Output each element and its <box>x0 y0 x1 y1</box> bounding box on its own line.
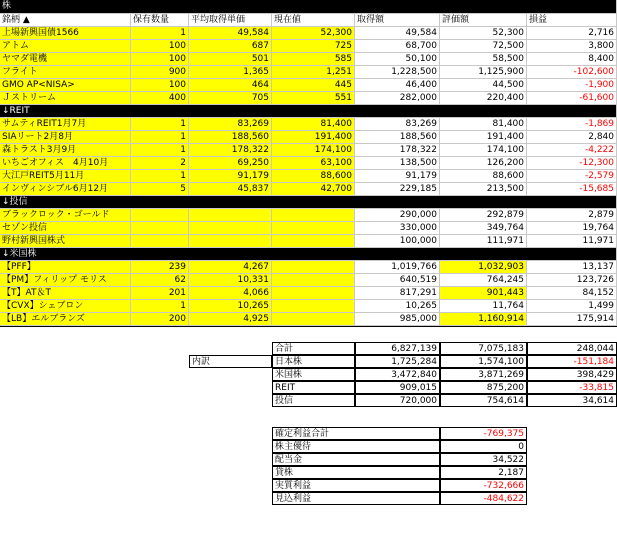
table-cell[interactable]: 1,125,900 <box>440 66 527 79</box>
table-cell[interactable]: -12,300 <box>527 157 617 170</box>
table-row <box>0 300 617 313</box>
stock-name[interactable]: インヴィンシブル6月12月 <box>0 183 131 196</box>
table-cell[interactable]: 174,100 <box>272 144 355 157</box>
table-cell[interactable]: 1,019,766 <box>355 261 440 274</box>
table-cell[interactable]: 1,160,914 <box>440 313 527 326</box>
table-cell[interactable]: 10,265 <box>355 300 440 313</box>
section-header[interactable]: ↓REIT <box>0 105 617 118</box>
table-cell[interactable] <box>272 300 355 313</box>
profit-value[interactable]: 0 <box>440 440 527 453</box>
profit-row <box>0 440 617 453</box>
stock-name[interactable]: 上場新興国債1566 <box>0 27 131 40</box>
summary-value[interactable]: 3,472,840 <box>355 368 440 381</box>
table-cell[interactable]: 10,331 <box>189 274 272 287</box>
table-cell[interactable]: 45,837 <box>189 183 272 196</box>
table-cell[interactable]: 175,914 <box>527 313 617 326</box>
table-cell[interactable]: 174,100 <box>440 144 527 157</box>
table-cell[interactable]: 2 <box>131 157 189 170</box>
table-cell[interactable]: 1,228,500 <box>355 66 440 79</box>
column-header[interactable]: 損益 <box>527 14 617 27</box>
table-cell[interactable]: -15,685 <box>527 183 617 196</box>
table-cell[interactable] <box>189 235 272 248</box>
table-cell[interactable]: -61,600 <box>527 92 617 105</box>
table-row <box>0 79 617 92</box>
table-row <box>0 27 617 40</box>
table-cell[interactable]: 705 <box>189 92 272 105</box>
summary-value[interactable]: 248,044 <box>527 342 617 355</box>
stock-name[interactable]: Ｊストリーム <box>0 92 131 105</box>
table-cell[interactable]: 764,245 <box>440 274 527 287</box>
table-cell[interactable]: 1 <box>131 118 189 131</box>
table-cell[interactable]: 282,000 <box>355 92 440 105</box>
stock-name[interactable]: 【PM】フィリップ モリス <box>0 274 131 287</box>
stock-name[interactable]: セゾン投信 <box>0 222 131 235</box>
table-cell[interactable]: 123,726 <box>527 274 617 287</box>
table-cell[interactable]: 81,400 <box>440 118 527 131</box>
column-header[interactable]: 取得額 <box>355 14 440 27</box>
table-cell[interactable]: 10,265 <box>189 300 272 313</box>
table-cell[interactable]: 2,716 <box>527 27 617 40</box>
table-cell[interactable]: 100,000 <box>355 235 440 248</box>
table-cell[interactable]: 58,500 <box>440 53 527 66</box>
table-cell[interactable]: 1 <box>131 300 189 313</box>
summary-label[interactable]: 投信 <box>272 394 355 407</box>
table-cell[interactable]: 100 <box>131 53 189 66</box>
table-cell[interactable]: 239 <box>131 261 189 274</box>
table-cell[interactable]: 91,179 <box>189 170 272 183</box>
table-cell[interactable]: 8,400 <box>527 53 617 66</box>
table-cell[interactable]: 63,100 <box>272 157 355 170</box>
table-row <box>0 170 617 183</box>
table-cell[interactable] <box>272 287 355 300</box>
table-row <box>0 183 617 196</box>
table-cell[interactable]: 49,584 <box>355 27 440 40</box>
table-cell[interactable]: 88,600 <box>272 170 355 183</box>
table-cell[interactable] <box>272 313 355 326</box>
table-cell[interactable]: 213,500 <box>440 183 527 196</box>
table-cell[interactable]: 4,925 <box>189 313 272 326</box>
stock-name[interactable]: 【LB】エルブランズ <box>0 313 131 326</box>
table-row <box>0 40 617 53</box>
summary-value[interactable]: -151,184 <box>527 355 617 368</box>
table-cell[interactable]: 1,365 <box>189 66 272 79</box>
table-cell[interactable]: 126,200 <box>440 157 527 170</box>
table-cell[interactable]: 100 <box>131 79 189 92</box>
table-row <box>0 118 617 131</box>
summary-label[interactable]: REIT <box>272 381 355 394</box>
table-cell[interactable]: 4,267 <box>189 261 272 274</box>
table-cell[interactable]: 84,152 <box>527 287 617 300</box>
table-cell[interactable]: 1 <box>131 131 189 144</box>
table-row <box>0 66 617 79</box>
table-cell[interactable]: 50,100 <box>355 53 440 66</box>
stock-name[interactable]: ヤマダ電機 <box>0 53 131 66</box>
table-row <box>0 144 617 157</box>
summary-row <box>0 381 617 394</box>
table-cell[interactable]: 585 <box>272 53 355 66</box>
table-cell[interactable]: 5 <box>131 183 189 196</box>
table-row <box>0 235 617 248</box>
stock-name[interactable]: 森トラスト3月9月 <box>0 144 131 157</box>
table-row <box>0 274 617 287</box>
table-cell[interactable]: 4,066 <box>189 287 272 300</box>
table-cell[interactable] <box>189 209 272 222</box>
summary-label[interactable]: 米国株 <box>272 368 355 381</box>
stock-name[interactable]: 野村新興国株式 <box>0 235 131 248</box>
table-cell[interactable]: 349,764 <box>440 222 527 235</box>
table-cell[interactable]: 901,443 <box>440 287 527 300</box>
summary-value[interactable]: 909,015 <box>355 381 440 394</box>
table-cell[interactable]: 49,584 <box>189 27 272 40</box>
table-cell[interactable]: 191,400 <box>272 131 355 144</box>
table-cell[interactable]: 1,499 <box>527 300 617 313</box>
profit-row <box>0 466 617 479</box>
summary-row <box>0 394 617 407</box>
table-cell[interactable]: 62 <box>131 274 189 287</box>
table-cell[interactable]: 52,300 <box>440 27 527 40</box>
section-header-row <box>0 248 617 261</box>
table-cell[interactable]: 1 <box>131 144 189 157</box>
table-cell[interactable]: 19,764 <box>527 222 617 235</box>
table-row <box>0 287 617 300</box>
section-header-row <box>0 196 617 209</box>
summary-total-row <box>0 342 617 355</box>
table-cell[interactable]: 69,250 <box>189 157 272 170</box>
profit-label[interactable]: 貸株 <box>272 466 440 479</box>
table-cell[interactable]: 985,000 <box>355 313 440 326</box>
table-cell[interactable] <box>131 222 189 235</box>
table-cell[interactable]: 1,251 <box>272 66 355 79</box>
column-header[interactable]: 平均取得単価 <box>189 14 272 27</box>
table-cell[interactable]: 91,179 <box>355 170 440 183</box>
stock-name[interactable]: 大江戸REIT5月11月 <box>0 170 131 183</box>
table-cell[interactable] <box>272 261 355 274</box>
table-cell[interactable] <box>189 222 272 235</box>
table-cell[interactable]: 201 <box>131 287 189 300</box>
summary-value[interactable]: 34,614 <box>527 394 617 407</box>
table-cell[interactable]: 100 <box>131 40 189 53</box>
summary-value[interactable]: 754,614 <box>440 394 527 407</box>
table-cell[interactable]: 445 <box>272 79 355 92</box>
table-cell[interactable]: -4,222 <box>527 144 617 157</box>
stock-name[interactable]: アトム <box>0 40 131 53</box>
table-cell[interactable]: 501 <box>189 53 272 66</box>
table-cell[interactable]: 138,500 <box>355 157 440 170</box>
profit-row <box>0 492 617 505</box>
table-cell[interactable]: 3,800 <box>527 40 617 53</box>
table-cell[interactable] <box>272 209 355 222</box>
section-header-row <box>0 105 617 118</box>
profit-row <box>0 453 617 466</box>
sheet-title[interactable]: 株 <box>0 0 617 14</box>
summary-label[interactable]: 日本株 <box>272 355 355 368</box>
table-cell[interactable]: 178,322 <box>355 144 440 157</box>
table-row <box>0 131 617 144</box>
summary-value[interactable]: 3,871,269 <box>440 368 527 381</box>
summary-value[interactable]: 1,574,100 <box>440 355 527 368</box>
table-cell[interactable]: 640,519 <box>355 274 440 287</box>
profit-label[interactable]: 配当金 <box>272 453 440 466</box>
table-row <box>0 313 617 326</box>
stock-name[interactable]: SIAリート2月8月 <box>0 131 131 144</box>
table-cell[interactable]: -1,900 <box>527 79 617 92</box>
table-cell[interactable]: 13,137 <box>527 261 617 274</box>
profit-value[interactable]: 2,187 <box>440 466 527 479</box>
table-row <box>0 92 617 105</box>
table-cell[interactable]: 330,000 <box>355 222 440 235</box>
summary-value[interactable]: 6,827,139 <box>355 342 440 355</box>
table-row <box>0 261 617 274</box>
column-header[interactable]: 現在値 <box>272 14 355 27</box>
column-header[interactable]: 保有数量 <box>131 14 189 27</box>
sheet-title-row <box>0 0 617 14</box>
profit-value[interactable]: -769,375 <box>440 427 527 440</box>
table-cell[interactable]: 220,400 <box>440 92 527 105</box>
table-cell[interactable]: 1 <box>131 27 189 40</box>
table-cell[interactable]: 42,700 <box>272 183 355 196</box>
summary-value[interactable]: 398,429 <box>527 368 617 381</box>
table-cell[interactable]: 1,032,903 <box>440 261 527 274</box>
table-cell[interactable]: 551 <box>272 92 355 105</box>
table-cell[interactable]: 83,269 <box>189 118 272 131</box>
table-cell[interactable]: 11,971 <box>527 235 617 248</box>
column-header[interactable]: 評価額 <box>440 14 527 27</box>
table-cell[interactable]: 188,560 <box>355 131 440 144</box>
table-cell[interactable]: 2,879 <box>527 209 617 222</box>
table-cell[interactable]: 178,322 <box>189 144 272 157</box>
table-cell[interactable]: 200 <box>131 313 189 326</box>
divider <box>0 326 617 327</box>
table-cell[interactable]: 2,840 <box>527 131 617 144</box>
profit-row <box>0 427 617 440</box>
table-cell[interactable]: 900 <box>131 66 189 79</box>
summary-row <box>0 355 617 368</box>
stock-name[interactable]: 【CVX】シェブロン <box>0 300 131 313</box>
table-cell[interactable]: 1 <box>131 170 189 183</box>
table-cell[interactable]: 464 <box>189 79 272 92</box>
table-cell[interactable]: -102,600 <box>527 66 617 79</box>
table-row <box>0 222 617 235</box>
table-cell[interactable]: 292,879 <box>440 209 527 222</box>
summary-row <box>0 368 617 381</box>
table-cell[interactable]: 111,971 <box>440 235 527 248</box>
profit-row <box>0 479 617 492</box>
summary-value[interactable]: -33,815 <box>527 381 617 394</box>
table-cell[interactable]: 229,185 <box>355 183 440 196</box>
summary-value[interactable]: 7,075,183 <box>440 342 527 355</box>
section-header[interactable]: ↓米国株 <box>0 248 617 261</box>
profit-label[interactable]: 見込利益 <box>272 492 440 505</box>
table-cell[interactable]: 52,300 <box>272 27 355 40</box>
table-row <box>0 53 617 66</box>
section-header[interactable]: ↓投信 <box>0 196 617 209</box>
table-cell[interactable] <box>131 235 189 248</box>
stock-name[interactable]: サムティREIT1月7月 <box>0 118 131 131</box>
table-cell[interactable]: 687 <box>189 40 272 53</box>
header-row <box>0 14 617 27</box>
summary-value[interactable]: 1,725,284 <box>355 355 440 368</box>
table-cell[interactable] <box>131 209 189 222</box>
table-cell[interactable]: -2,579 <box>527 170 617 183</box>
table-cell[interactable]: 188,560 <box>189 131 272 144</box>
profit-label[interactable]: 確定利益合計 <box>272 427 440 440</box>
profit-value[interactable]: -732,666 <box>440 479 527 492</box>
stock-name[interactable]: フライト <box>0 66 131 79</box>
stock-name[interactable]: 【PFF】 <box>0 261 131 274</box>
table-cell[interactable]: 68,700 <box>355 40 440 53</box>
table-cell[interactable]: 72,500 <box>440 40 527 53</box>
table-cell[interactable]: 81,400 <box>272 118 355 131</box>
table-cell[interactable]: 290,000 <box>355 209 440 222</box>
table-cell[interactable]: 400 <box>131 92 189 105</box>
table-row <box>0 157 617 170</box>
summary-value[interactable]: 875,200 <box>440 381 527 394</box>
summary-label[interactable]: 合計 <box>272 342 355 355</box>
profit-value[interactable]: 34,522 <box>440 453 527 466</box>
table-cell[interactable] <box>272 235 355 248</box>
table-cell[interactable]: 44,500 <box>440 79 527 92</box>
table-cell[interactable]: 11,764 <box>440 300 527 313</box>
column-header[interactable]: 銘柄 ▲ <box>0 14 131 27</box>
table-cell[interactable]: 191,400 <box>440 131 527 144</box>
breakdown-label[interactable]: 内訳 <box>189 355 272 368</box>
table-cell[interactable] <box>272 222 355 235</box>
profit-value[interactable]: -484,622 <box>440 492 527 505</box>
table-cell[interactable]: -1,869 <box>527 118 617 131</box>
profit-label[interactable]: 実質利益 <box>272 479 440 492</box>
summary-value[interactable]: 720,000 <box>355 394 440 407</box>
stock-name[interactable]: いちごオフィス 4月10月 <box>0 157 131 170</box>
table-cell[interactable]: 725 <box>272 40 355 53</box>
table-cell[interactable]: 46,400 <box>355 79 440 92</box>
stock-name[interactable]: ブラックロック・ゴールド <box>0 209 131 222</box>
table-row <box>0 209 617 222</box>
table-cell[interactable]: 817,291 <box>355 287 440 300</box>
table-cell[interactable] <box>272 274 355 287</box>
stock-name[interactable]: 【T】AT＆T <box>0 287 131 300</box>
stock-name[interactable]: GMO AP<NISA> <box>0 79 131 92</box>
table-cell[interactable]: 83,269 <box>355 118 440 131</box>
table-cell[interactable]: 88,600 <box>440 170 527 183</box>
profit-label[interactable]: 株主優待 <box>272 440 440 453</box>
